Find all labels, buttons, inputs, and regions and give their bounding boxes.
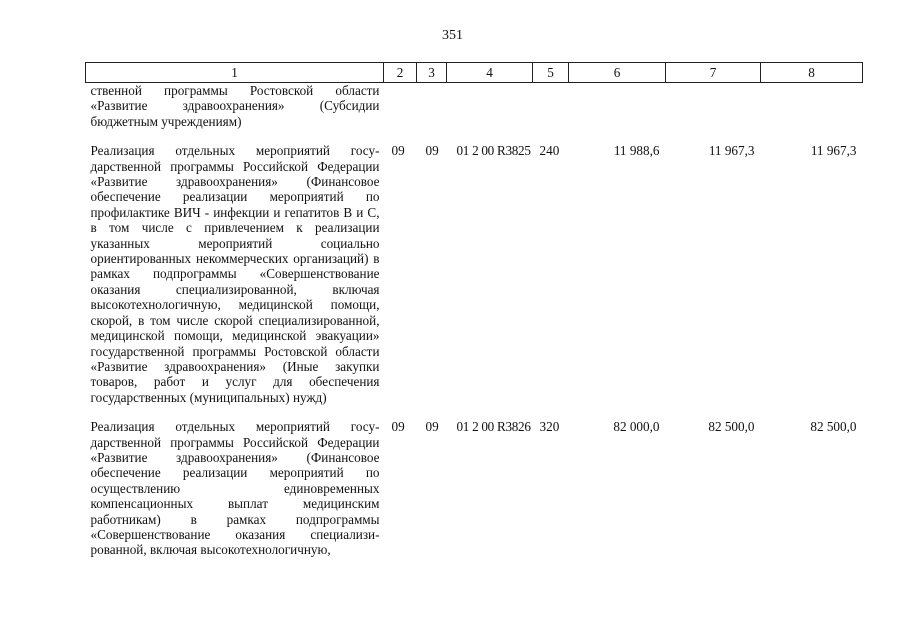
table-header: [86, 63, 863, 83]
header-col-4: 4: [447, 63, 533, 83]
header-col-2: 2: [384, 63, 417, 83]
row-amount-col-8: 11 967,3: [810, 143, 857, 159]
row-empty-cell: [533, 83, 569, 144]
row-target-article-code: 01 2 00 R3825: [456, 143, 531, 159]
header-row: [86, 63, 863, 83]
row-amount-col-8: 82 500,0: [810, 419, 857, 435]
row-amount-col-7: 11 967,3: [708, 143, 755, 159]
header-col-7: 7: [666, 63, 761, 83]
table-row-continuation: [86, 83, 863, 144]
row-empty-cell: [417, 83, 447, 144]
row-empty-cell: [761, 83, 863, 144]
header-col-8: 8: [761, 63, 863, 83]
header-col-3: 3: [417, 63, 447, 83]
row-empty-cell: [447, 83, 533, 144]
row-expense-type-code: 320: [539, 419, 560, 435]
row-amount-col-7: 82 500,0: [708, 419, 755, 435]
row-expense-type-code: 240: [539, 143, 560, 159]
row-name: Реализация отдельных мероприятий государственной программы Российской Федерации «Развитие здравоохранения» (Финансовое обеспечение реализации мероприятий по профилактике ВИЧ - инфекции и гепатитов В и С, в том числе с привлечением к реализации указанных мероприятий социально ориентированных некоммерческих организаций) в рамках подпрограммы «Совершенствование оказания специализированной, включая высокотехнологичную, медицинской помощи, скорой, в том числе скорой специализированной, медицинской помощи, медицинской эвакуации» государственной программы Ростовской области «Развитие здравоохранения» (Иные закупки товаров, работ и услуг для обеспечения государственных (муниципальных) нужд): [90, 143, 380, 405]
row-section-code: 09: [391, 143, 405, 159]
row-amount-col-6: 82 000,0: [613, 419, 660, 435]
row-amount-col-6: 11 988,6: [613, 143, 660, 159]
row-empty-cell: [384, 83, 417, 144]
table-row: [86, 419, 863, 558]
row-empty-cell: [666, 83, 761, 144]
header-col-6: 6: [569, 63, 666, 83]
row-name: Реализация отдельных мероприятий государственной программы Российской Федерации «Развитие здравоохранения» (Финансовое обеспечение реализации мероприятий по осуществлению единовременных компенсационных выплат медицинским работникам) в рамках подпрограммы «Совершенствование оказания специализированной, включая высокотехнологичную,: [90, 419, 380, 558]
header-col-1: 1: [86, 63, 384, 83]
row-name: ственной программы Ростовской области «Развитие здравоохранения» (Субсидии бюджетным учреждениям): [90, 83, 380, 129]
table-body: [86, 83, 863, 558]
row-subsection-code: 09: [425, 419, 439, 435]
row-section-code: 09: [391, 419, 405, 435]
row-empty-cell: [569, 83, 666, 144]
row-target-article-code: 01 2 00 R3826: [456, 419, 531, 435]
table-row: [86, 143, 863, 419]
row-subsection-code: 09: [425, 143, 439, 159]
budget-table: [85, 62, 863, 558]
page-number: 351: [442, 28, 463, 43]
header-col-5: 5: [533, 63, 569, 83]
